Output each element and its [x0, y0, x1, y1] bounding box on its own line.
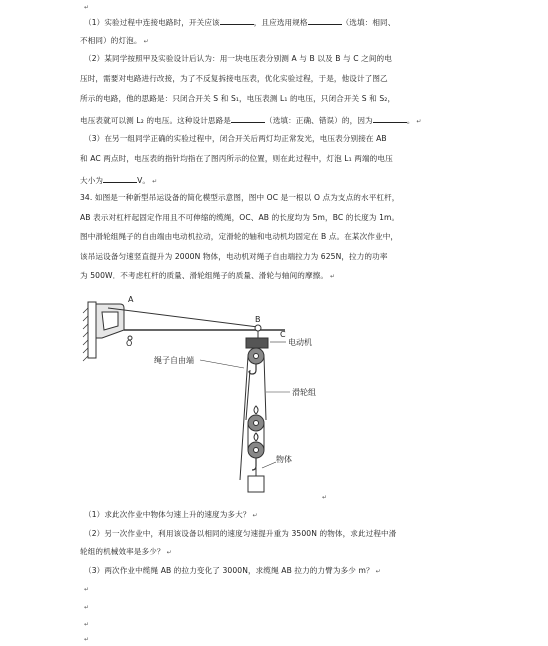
q34-sub2-line1: （2）另一次作业中，利用该设备以相同的速度匀速提升重为 3500N 的物体，求此过程中滑	[84, 529, 397, 538]
paragraph-mark: ↵	[84, 4, 90, 11]
paragraph-mark: ↵	[322, 494, 328, 501]
motor-block	[246, 338, 268, 348]
label-object: 物体	[276, 455, 292, 464]
q33-part3-line2: 和 AC 两点时，电压表的指针均指在了图丙所示的位置，则在此过程中，灯泡 L₁ 两端的电压	[80, 154, 393, 163]
label-rope-free-end: 绳子自由端	[154, 356, 194, 365]
object-box	[248, 476, 264, 492]
label-motor: 电动机	[288, 338, 312, 347]
q33-part1-line1: （1）实验过程中连接电路时，开关应该 ，且应选用规格 （选填：相同、	[84, 18, 396, 27]
label-b: B	[255, 315, 261, 324]
answer-blank	[373, 114, 407, 123]
wall	[88, 302, 96, 358]
q34-intro-line4: 该吊运设备匀速竖直提升为 2000N 物体，电动机对绳子自由端拉力为 625N，拉力的功率	[80, 252, 388, 261]
q34-intro-line5: 为 500W．不考虑杠杆的质量、滑轮组绳子的质量、滑轮与轴间的摩擦。 ↵	[80, 271, 336, 280]
q34-intro-line2: AB 表示对杠杆起固定作用且不可伸缩的缆绳，OC、AB 的长度均为 5m，BC 的长度为 1m。	[80, 213, 400, 222]
q33-part2-line3: 所示的电路，他的思路是：只闭合开关 S 和 S₁，电压表测 L₁ 的电压，只闭合开关 S 和 S₂，	[80, 94, 396, 103]
q34-sub1: （1）求此次作业中物体匀速上升的速度为多大？ ↵	[84, 510, 258, 519]
q33-part2-line4: 电压表就可以测 L₂ 的电压。这种设计思路是 （选填：正确、错误）的，因为 。 ↵	[80, 116, 422, 125]
paragraph-mark: ↵	[84, 586, 90, 593]
q33-part2-line2: 压时，需要对电路进行改接，为了不反复拆接电压表，优化实验过程，于是，他设计了图乙	[80, 74, 388, 83]
point-b	[255, 325, 261, 331]
q33-part3-line3: 大小为 V。 ↵	[80, 176, 158, 185]
q33-part1-line2: 不相同）的灯泡。 ↵	[80, 36, 149, 45]
label-pulley-group: 滑轮组	[292, 388, 316, 397]
paragraph-mark: ↵	[84, 621, 90, 628]
answer-blank	[220, 16, 254, 25]
paragraph-mark: ↵	[84, 604, 90, 611]
q33-part2-line1: （2）某同学按照甲及实验设计后认为：用一块电压表分别测 A 与 B 以及 B 与 C 之间的电	[84, 54, 392, 63]
answer-blank	[231, 114, 265, 123]
q34-sub2-line2: 轮组的机械效率是多少？ ↵	[80, 547, 172, 556]
answer-blank	[308, 16, 342, 25]
object-leader	[262, 462, 276, 468]
q33-part3-line1: （3）在另一组同学正确的实验过程中，闭合开关后两灯均正常发光，电压表分别接在 AB	[84, 134, 387, 143]
wall-hatching	[83, 308, 88, 361]
label-a: A	[128, 295, 134, 304]
crane-pulley-figure	[80, 290, 340, 500]
label-o: O	[126, 339, 133, 348]
q34-intro-line3: 图中滑轮组绳子的自由端由电动机拉动，定滑轮的轴和电动机均固定在 B 点。在某次作业中，	[80, 232, 399, 241]
cable-ab	[108, 308, 258, 327]
rope-leader	[200, 360, 244, 368]
q34-intro-line1: 34. 如图是一种新型吊运设备的简化模型示意图，图中 OC 是一根以 O 点为支点的水平杠杆，	[80, 193, 400, 202]
answer-blank	[103, 174, 137, 183]
q34-sub3: （3）两次作业中缆绳 AB 的拉力变化了 3000N，求缆绳 AB 拉力的力臂为多少 m？ ↵	[84, 566, 381, 575]
label-c: C	[280, 330, 286, 339]
rope-free-end	[240, 356, 248, 480]
paragraph-mark: ↵	[84, 636, 90, 643]
